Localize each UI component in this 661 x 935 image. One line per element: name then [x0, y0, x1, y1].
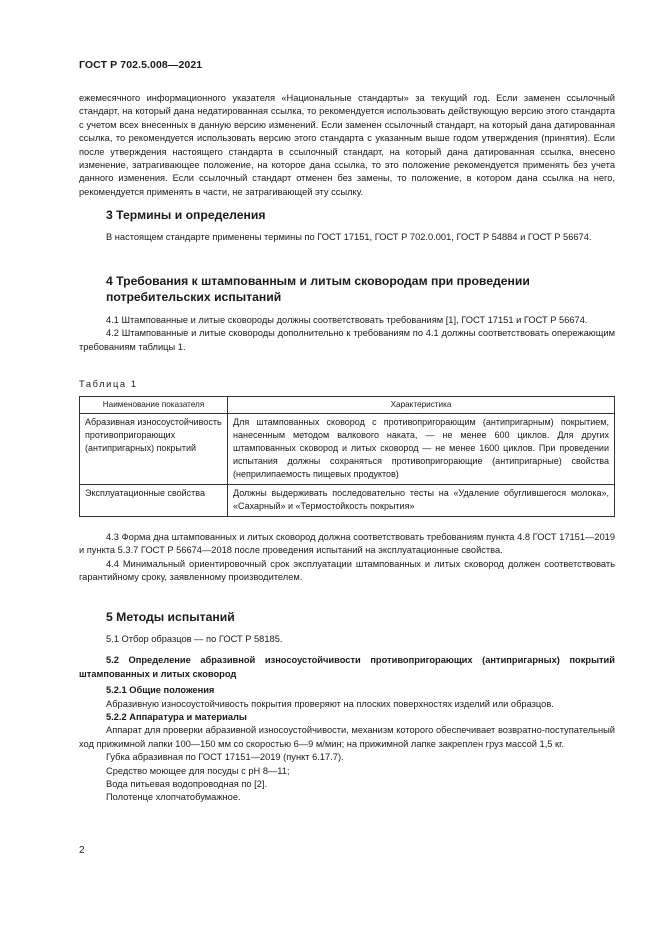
section-5-body: [79, 633, 615, 805]
intro-paragraph-block: [79, 92, 615, 199]
section-3-title: 3 Термины и определения: [106, 208, 266, 222]
paragraph-5-2-2-water: Вода питьевая водопроводная по [2].: [106, 779, 268, 790]
paragraph-4-3: 4.3 Форма дна штампованных и литых сковород должна соответствовать требованиям пункта 4.8 ГОСТ 17151—2019 и пункта 5.3.7 ГОСТ Р 56674—2018 после проведения испытаний на эксплуатационные свойства.: [79, 532, 615, 556]
table-caption: Таблица 1: [79, 379, 138, 389]
table-cell-name: Абразивная износоустойчивость противопригорающих (антипригарных) покрытий: [80, 414, 228, 485]
paragraph-5-2-2-apparatus: Аппарат для проверки абразивной износоустойчивости, механизм которого обеспечивает возвратно-поступательный ход прижимной лапки 100—150 мм со скоростью 6—9 м/мин; на прижимной лапке закреплен груз массой 1,5 кг.: [79, 725, 615, 749]
table-header-cell: Характеристика: [228, 397, 615, 414]
paragraph-5-2-2-towel: Полотенце хлопчатобумажное.: [106, 792, 241, 803]
intro-paragraph: ежемесячного информационного указателя «Национальные стандарты» за текущий год. Если заменен ссылочный стандарт, на который дана недатированная ссылка, то рекомендуется использовать действующую версию этого стандарта с учетом всех внесенных в данную версию изменений. Если заменен ссылочный стандарт, на который дана датированная ссылка, то рекомендуется использовать версию этого стандарта с указанным выше годом утверждения (принятия). Если после утверждения настоящего стандарта в ссылочный стандарт, на который дана датированная ссылка, внесено изменение, затрагивающее положение, на которое дана ссылка, то это положение рекомендуется применять без учета данного изменения. Если ссылочный стандарт отменен без замены, то положение, в котором дана ссылка на него, рекомендуется применять в части, не затрагивающей эту ссылку.: [79, 93, 615, 197]
paragraph-5-2-2-detergent: Средство моющее для посуды с pH 8—11;: [106, 765, 290, 776]
table-row: [80, 485, 615, 517]
section-3-paragraph: В настоящем стандарте применены термины по ГОСТ 17151, ГОСТ Р 702.0.001, ГОСТ Р 54884 и ГОСТ Р 56674.: [106, 232, 592, 242]
paragraph-5-1: 5.1 Отбор образцов — по ГОСТ Р 58185.: [106, 634, 283, 644]
paragraph-5-2-2-sponge: Губка абразивная по ГОСТ 17151—2019 (пункт 6.17.7).: [106, 752, 344, 763]
table-cell-value: Должны выдерживать последовательно тесты на «Удаление обуглившегося молока», «Сахарный» и «Термостойкость покрытия»: [228, 485, 615, 517]
table-row: [80, 414, 615, 485]
table-cell-name: Эксплуатационные свойства: [80, 485, 228, 517]
heading-5-2: 5.2 Определение абразивной износоустойчивости противопригорающих (антипригарных) покрытий штампованных и литых сковород: [79, 655, 615, 679]
section-4-body: [79, 314, 615, 354]
table-cell-value: Для штампованных сковород с противопригорающим (антипригарным) покрытием, нанесенным методом валкового наката, — не менее 600 циклов. Для других штампованных сковород и литых сковород — не менее 1600 циклов. При проведении испытания должны сохраняться противопригорающие (антипригарные) свойства (неприлипаемость пищевых продуктов): [228, 414, 615, 485]
paragraph-4-2: 4.2 Штампованные и литые сковороды дополнительно к требованиям по 4.1 должны соответствовать опережающим требованиям таблицы 1.: [79, 328, 615, 352]
table-1: [79, 396, 615, 517]
paragraph-4-4: 4.4 Минимальный ориентировочный срок эксплуатации штампованных и литых сковород должен соответствовать гарантийному сроку, заявленному производителем.: [79, 558, 615, 583]
section-4-title: 4 Требования к штампованным и литым сковородам при проведении потребительских испытаний: [106, 274, 530, 304]
paragraph-4-1: 4.1 Штампованные и литые сковороды должны соответствовать требованиям [1], ГОСТ 17151 и ГОСТ Р 56674.: [106, 315, 588, 325]
paragraph-5-2-1: Абразивную износоустойчивость покрытия проверяют на плоских поверхностях изделий или образцов.: [106, 698, 554, 709]
table-header-row: [80, 397, 615, 414]
section-3-body: [79, 231, 615, 244]
table-header-cell: Наименование показателя: [80, 397, 228, 414]
section-4-after-table: [79, 531, 615, 585]
heading-5-2-1: 5.2.1 Общие положения: [106, 685, 215, 696]
page-number: 2: [79, 845, 85, 856]
section-5-title: 5 Методы испытаний: [106, 610, 235, 624]
document-header-code: ГОСТ Р 702.5.008—2021: [79, 59, 203, 71]
heading-5-2-2: 5.2.2 Аппаратура и материалы: [106, 712, 247, 723]
